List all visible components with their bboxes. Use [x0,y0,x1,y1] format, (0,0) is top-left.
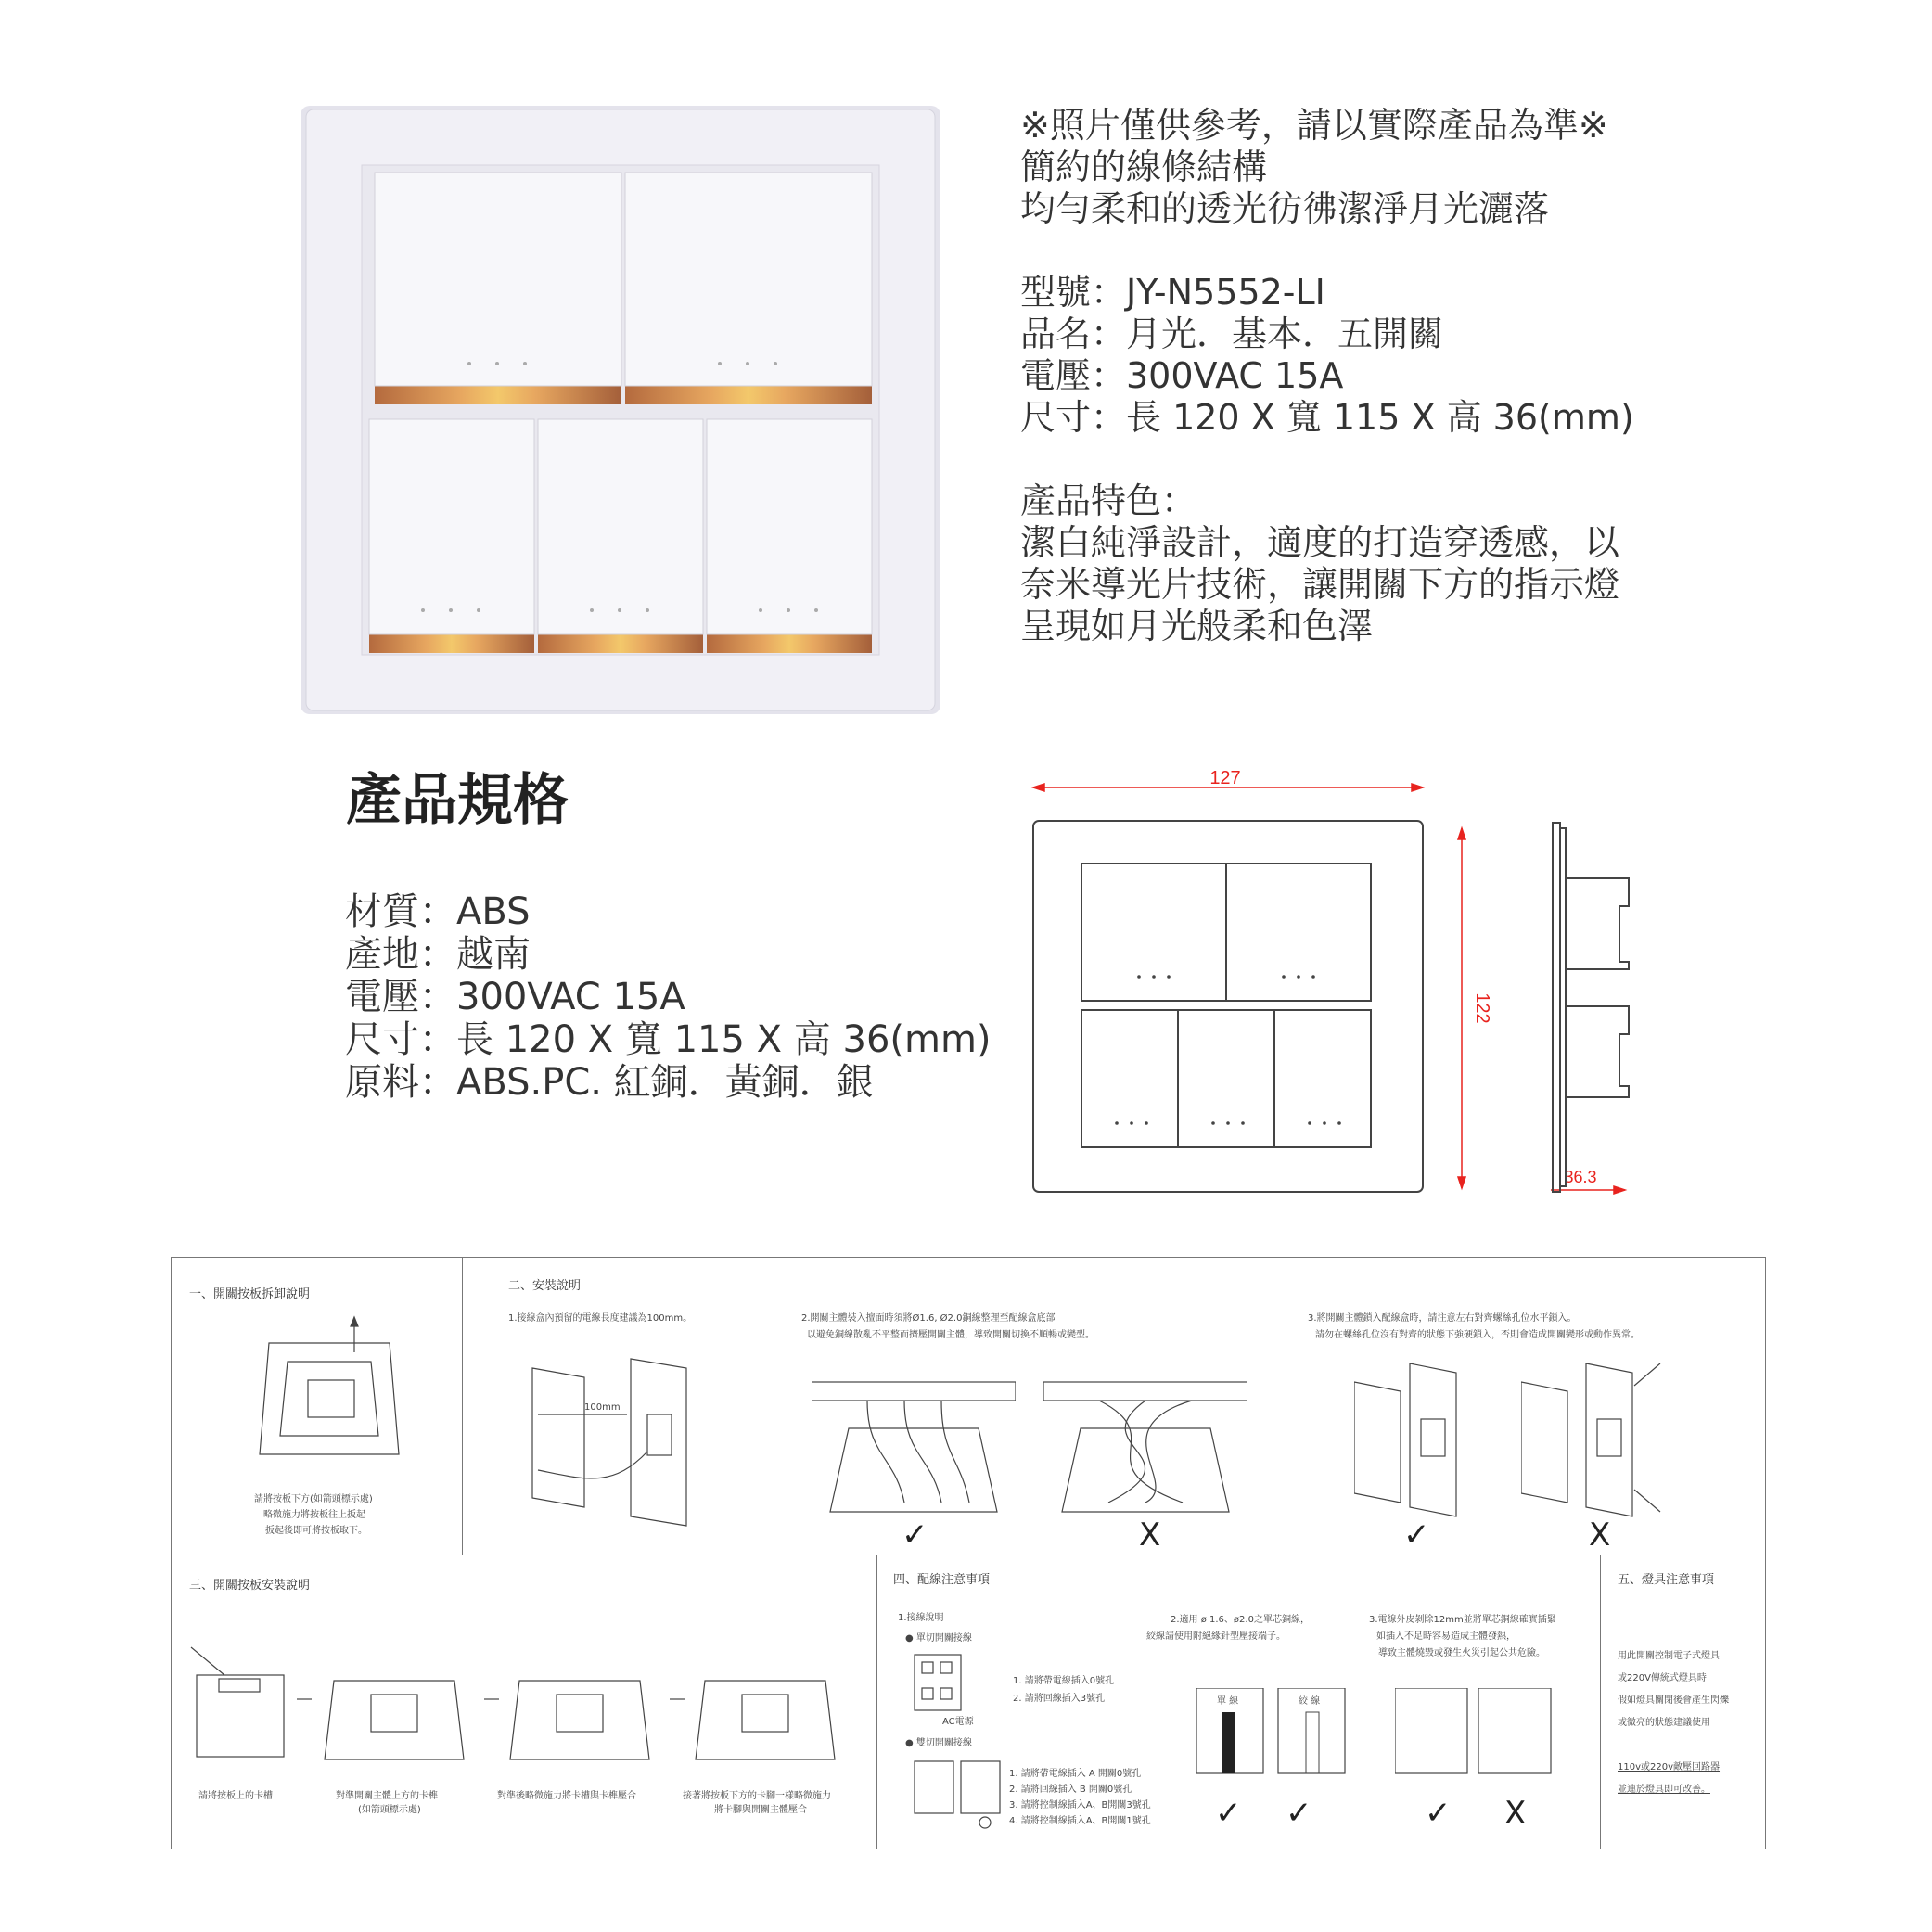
s4-ok-mark-3: ✓ [1425,1795,1452,1832]
s2-ng-mark-1: X [1139,1516,1161,1554]
s4-step-3a: 3.電線外皮剝除12mm並將單芯銅線確實插緊 [1369,1615,1556,1625]
s2-wiring-ok-illustration [812,1373,1016,1516]
manual-divider-1 [462,1257,463,1555]
s2-step-3b: 請勿在螺絲孔位沒有對齊的狀態下強硬鎖入，否則會造成開關變形或動作異常。 [1315,1330,1640,1340]
dimension-drawing [1020,756,1670,1201]
s5-line-1: 用此開關控制電子式燈具 [1618,1651,1720,1661]
s4-ng-mark-1: X [1504,1795,1527,1832]
s1-caption-2: 略微施力將按板往上扳起 [263,1510,365,1520]
s4-double-step-1: 1. 請將帶電線插入 A 開關0號孔 [1009,1769,1142,1779]
header-voltage: 電壓：300VAC 15A [1020,355,1344,396]
s4-step-2b: 絞線請使用附絕緣針型壓接端子。 [1146,1631,1286,1642]
s2-ok-mark-2: ✓ [1403,1516,1430,1554]
s4-subtitle: 1.接線說明 [898,1613,944,1623]
spec-material: 材質：ABS [345,890,531,933]
header-line-1: 簡約的線條結構 [1020,147,1268,187]
s5-title: 五、燈具注意事項 [1618,1573,1715,1587]
s2-ok-mark-1: ✓ [902,1516,928,1554]
s3-caption-2b: (如箭頭標示處) [358,1805,421,1815]
s5-line-2: 或220V傳統式燈具時 [1618,1673,1707,1683]
s3-caption-2a: 對準開關主體上方的卡榫 [336,1791,438,1801]
s4-step-3b: 如插入不足時容易造成主體發熱， [1376,1631,1516,1642]
spec-raw: 原料：ABS.PC. 紅銅．黃銅．銀 [345,1061,874,1104]
s5-line-6: 並連於燈具即可改善。 [1618,1785,1710,1795]
s4-single-step-2: 2. 請將回線插入3號孔 [1013,1694,1106,1704]
s4-double-diagram [911,1758,1013,1832]
spec-size: 尺寸：長 120 X 寬 115 X 高 36(mm) [345,1018,992,1061]
s1-title: 一、開關按板拆卸說明 [189,1287,311,1301]
s5-line-5: 110v或220v敵壓回路器 [1618,1762,1721,1772]
s2-screw-ng-illustration [1521,1354,1670,1521]
s2-screw-ok-illustration [1354,1354,1484,1521]
feature-line-2: 奈米導光片技術，讓開關下方的指示燈 [1020,564,1620,605]
s4-double-label: ● 雙切開關接線 [905,1738,972,1748]
spec-voltage: 電壓：300VAC 15A [345,976,685,1018]
manual-divider-3 [1600,1555,1601,1849]
header-line-2: 均勻柔和的透光彷彿潔淨月光灑落 [1020,188,1550,229]
s1-caption-1: 請將按板下方(如箭頭標示處) [254,1494,373,1504]
s2-step-2a: 2.開關主體裝入擅面時須將Ø1.6, Ø2.0銅線整理至配線盒底部 [801,1313,1056,1324]
s5-line-4: 或微亮的狀態建議使用 [1618,1718,1710,1728]
s4-step-3c: 導致主體燒毀或發生火災引起公共危險。 [1378,1648,1545,1658]
s4-double-step-2: 2. 請將回線插入 B 開關0號孔 [1009,1785,1132,1795]
s4-ok-mark-2: ✓ [1286,1795,1312,1832]
s3-caption-4a: 接著將按板下方的卡腳一樣略微施力 [683,1791,831,1801]
s3-title: 三、開關按板安裝說明 [189,1579,311,1593]
s5-line-3: 假如燈具關閉後會產生閃爍 [1618,1695,1729,1706]
s2-step-1: 1.接線盒內預留的電線長度建議為100mm。 [508,1313,693,1324]
spec-origin: 產地：越南 [345,933,531,976]
header-size: 尺寸：長 120 X 寬 115 X 高 36(mm) [1020,397,1634,438]
s4-single-wire-label: 單 線 [1217,1696,1239,1707]
s4-double-step-3: 3. 請將控制線插入A、B開關3號孔 [1009,1800,1151,1810]
s4-ok-mark-1: ✓ [1215,1795,1242,1832]
s4-ac-label: AC電源 [942,1717,974,1727]
s2-100mm: 100mm [584,1402,621,1413]
s3-caption-4b: 將卡腳與開關主體壓合 [714,1805,807,1815]
s2-box-illustration [529,1350,696,1535]
s1-caption-3: 扳起後即可將按板取下。 [265,1526,367,1536]
feature-line-1: 潔白純淨設計，適度的打造穿透感，以 [1020,522,1620,563]
spec-title: 產品規格 [346,768,569,833]
dim-127: 127 [1209,768,1241,788]
s4-strip-illustration [1395,1688,1553,1775]
s4-double-step-4: 4. 請將控制線插入A、B開關1號孔 [1009,1816,1151,1826]
s2-title: 二、安裝說明 [508,1279,582,1293]
dim-36-3: 36.3 [1564,1168,1597,1186]
s1-illustration [250,1315,408,1482]
header-model: 型號：JY-N5552-LI [1020,272,1325,313]
feature-title: 產品特色： [1020,480,1197,521]
s2-step-3a: 3.將開關主體鎖入配線盒時，請注意左右對齊螺絲孔位水平鎖入。 [1308,1313,1577,1324]
s2-ng-mark-2: X [1589,1516,1611,1554]
s2-wiring-ng-illustration [1043,1373,1247,1516]
s3-caption-1: 請將按板上的卡槽 [198,1791,273,1801]
s3-illustrations [186,1644,890,1764]
s4-single-label: ● 單切開關接線 [905,1633,972,1644]
dim-122: 122 [1472,992,1492,1024]
product-photo [301,104,940,716]
s4-single-step-1: 1. 請將帶電線插入0號孔 [1013,1676,1115,1686]
s4-title: 四、配線注意事項 [893,1573,991,1587]
s2-step-2b: 以避免銅線散亂不平整而擠壓開關主體，導致開關切換不順暢或變型。 [807,1330,1094,1340]
header-disclaimer: ※照片僅供參考，請以實際產品為準※ [1020,105,1608,146]
s3-caption-3: 對準後略微施力將卡槽與卡榫壓合 [497,1791,636,1801]
header-name: 品名：月光．基本．五開關 [1020,313,1444,354]
s4-step-2a: 2.適用 ø 1.6、ø2.0之單芯銅線， [1171,1615,1310,1625]
feature-line-3: 呈現如月光般柔和色澤 [1020,606,1374,646]
s4-twisted-label: 絞 線 [1299,1696,1321,1707]
